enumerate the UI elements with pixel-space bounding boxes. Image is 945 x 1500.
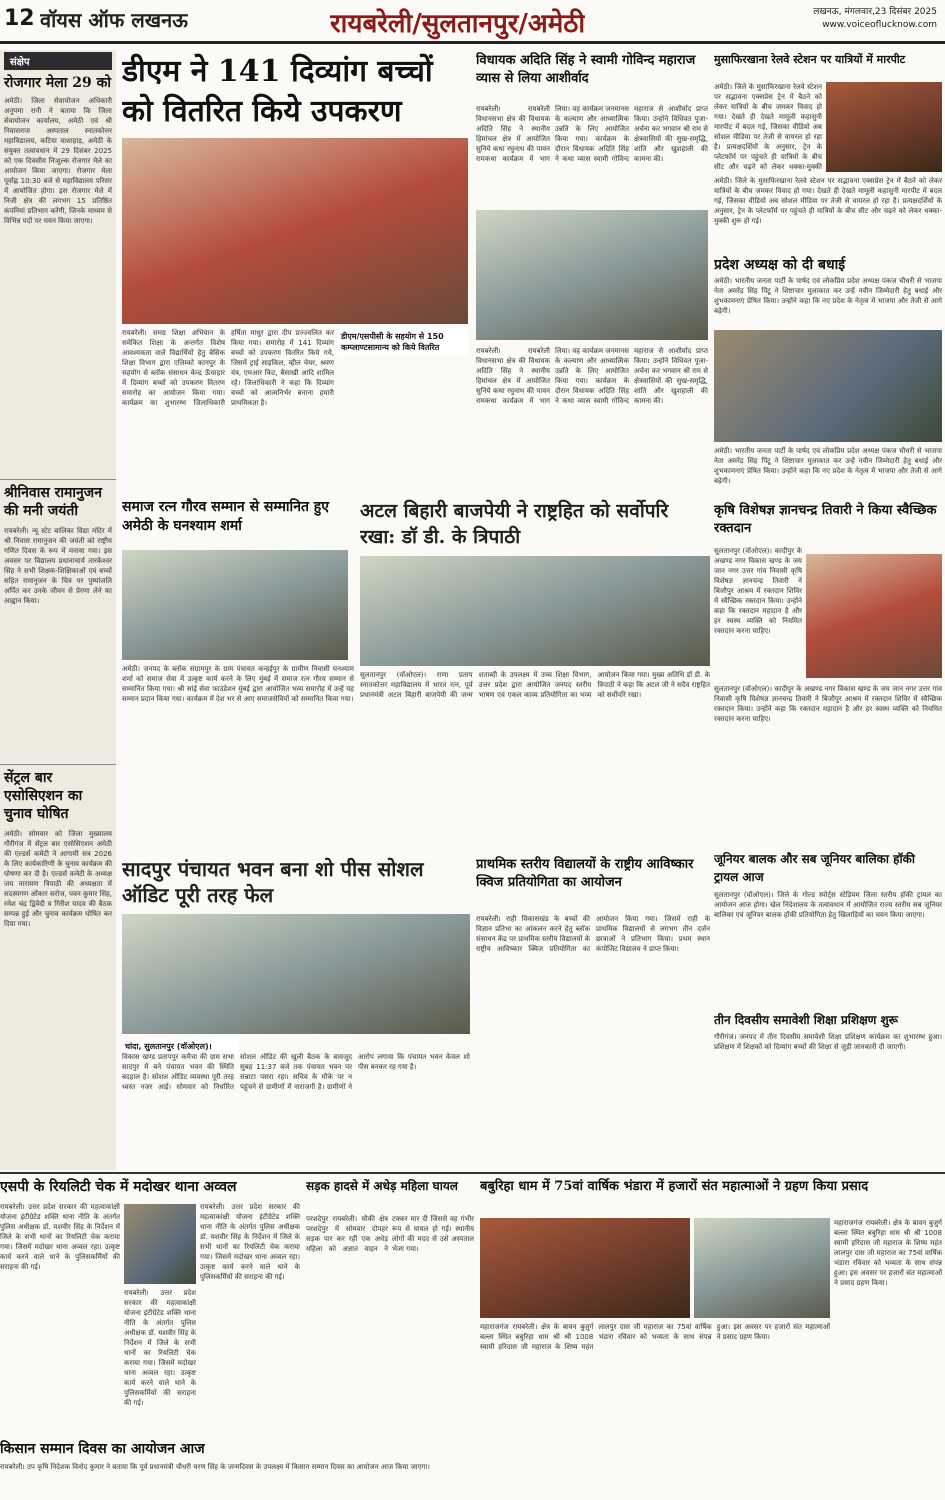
story-bjp [714, 256, 942, 500]
story-blood-text-left: सुलतानपुर (वॉओएल)। कादीपुर के अखण्ड नगर विकास खण्ड के जय जान नगर उत्तर गांव निवासी कृषि विशेषज्ञ ज्ञानचन्द्र तिवारी ने बिजौपुर आश्रम में रक्तदान शिविर में स्वैच्छिक रक्तदान किया। उन्होंने कहा कि रक्तदान महादान है और हर स्वस्थ व्यक्ति को नियमित रक्तदान करना चाहिए। [714, 547, 802, 635]
story-sp-text-left: रायबरेली। उत्तर प्रदेश सरकार की महत्वाकांक्षी योजना इंटीग्रेटेड शक्ति थाना नीति के अंतर्गत पुलिस अधीक्षक डॉ. यशवीर सिंह के निर्देशन में जिले के सभी थानों का रियलिटी चेक कराया गया। जिसमें मदोखर थाना अव्वल रहा। उत्कृष्ट कार्य करने वाले थाने के पुलिसकर्मियों की सराहना की गई। [0, 1203, 120, 1271]
story-bhandara-text-right: महाराजगंज रायबरेली। क्षेत्र के बावन बुजुर्ग बल्ला स्थित बबुरिहा धाम श्री श्री 1008 स्वामी हरिदास जी महाराज के शिष्य महंत लालपुर दास जी महाराज का 75वां वार्षिक भंडारा रविवार को भव्यता के साथ संपन्न हुआ। इस अवसर पर हजारों संत महात्माओं ने प्रसाद ग्रहण किया। [834, 1219, 942, 1287]
story-kisan-text: रायबरेली। उप कृषि निदेशक विनोद कुमार ने बताया कि पूर्व प्रधानमंत्री चौधरी चरण सिंह के जन्मदिवस के उपलक्ष्य में किसान सम्मान दिवस का आयोजन आज किया जाएगा। [0, 1463, 430, 1471]
story-atal-photo [360, 556, 710, 666]
story-bjp-headline[interactable]: प्रदेश अध्यक्ष को दी बधाई [714, 257, 846, 273]
sidebar-headline-2[interactable]: श्रीनिवास रामानुजन की मनी जयंती [0, 479, 116, 524]
story-aditi [476, 52, 708, 492]
story-atal-text: सुलतानपुर (वॉओएल)। राणा प्रताप स्नातकोत्तर महाविद्यालय में भारत रत्न, पूर्व प्रधानमंत्री अटल बिहारी बाजपेयी की जन्म शताब्दी के उपलक्ष्य में उच्च शिक्षा विभाग, उत्तर प्रदेश द्वारा आयोजित जनपद स्तरीय भाषण एवं एकल काव्य प्रतियोगिता का भव्य आयोजन किया गया। मुख्य अतिथि डॉ डी. के त्रिपाठी ने कहा कि अटल जी ने सदैव राष्ट्रहित को सर्वोपरि रखा। [360, 671, 710, 699]
story-railway-headline[interactable]: मुसाफिरखाना रेलवे स्टेशन पर यात्रियों में मारपीट [714, 53, 906, 66]
story-bjp-text-2: अमेठी। भारतीय जनता पार्टी के पार्षद एवं लोकप्रिय प्रदेश अध्यक्ष पंकज चौधरी से भाजपा नेता अमरेंद्र सिंह पिंटू ने शिष्टाचार मुलाकात कर उन्हें नवीन जिम्मेदारी हेतु बधाई और शुभकामनाएं प्रेषित किया। उन्होंने कहा कि नए प्रदेश के नेतृत्व में भाजपा और तेजी से आगे बढ़ेगी। [714, 447, 942, 485]
story-bhandara-text: महाराजगंज रायबरेली। क्षेत्र के बावन बुजुर्ग बल्ला स्थित बबुरिहा धाम श्री श्री 1008 स्वामी हरिदास जी महाराज के शिष्य महंत लालपुर दास जी महाराज का 75वां वार्षिक भंडारा रविवार को भव्यता के साथ संपन्न हुआ। इस अवसर पर हजारों संत महात्माओं ने प्रसाद ग्रहण किया। [480, 1323, 830, 1351]
story-aditi-headline[interactable]: विधायक अदिति सिंह ने स्वामी गोविन्द महाराज व्यास से लिया आशीर्वाद [476, 53, 696, 86]
lead-text: रायबरेली। समग्र शिक्षा अभियान के समेकित शिक्षा के अन्तर्गत विशेष आवश्यकता वाले विद्यार्थियों हेतु बेसिक शिक्षा विभाग द्वारा एलिम्को कानपुर के सहयोग से ब्लॉक संसाधन केन्द्र ऊँचाहार में दिव्यांग बच्चों को उपकरण वितरण समारोह का आयोजन किया गया। कार्यक्रम का शुभारम्भ जिलाधिकारी हर्षिता माथुर द्वारा दीप प्रज्ज्वलित कर किया गया। समारोह में 141 दिव्यांग बच्चों को उपकरण वितरित किये गये, जिसमें ट्राई साइकिल, व्हील चेयर, श्रवण यंत्र, एमआर किट, बैसाखी आदि शामिल रहे। जिलाधिकारी ने कहा कि दिव्यांग बच्चों को आत्मनिर्भर बनाना हमारी प्राथमिकता है। [122, 329, 334, 407]
story-bhandara [480, 1178, 942, 1492]
story-sp [0, 1178, 300, 1436]
story-railway-text: अमेठी। जिले के मुसाफिरखाना रेलवे स्टेशन पर सद्भावना एक्सप्रेस ट्रेन में बैठने को लेकर यात्रियों के बीच जमकर विवाद हो गया। देखते ही देखते मामूली कहासुनी मारपीट में बदल गई, जिसका वीडियो अब सोशल मीडिया पर तेजी से वायरल हो रहा है। प्रत्यक्षदर्शियों के अनुसार, ट्रेन के प्लेटफॉर्म पर पहुंचते ही यात्रियों के बीच सीट और चढ़ने को लेकर धक्का-मुक्की शुरू हो गई। [714, 177, 942, 225]
story-samaj-headline[interactable]: समाज रत्न गौरव सम्मान से सम्मानित हुए अमेठी के घनश्याम शर्मा [122, 499, 329, 534]
story-hockey [714, 850, 942, 1010]
sidebar-text-2: रायबरेली। न्यू स्टेट बालिका विद्या मंदिर में श्री निवास रामानुजन की जयंती को राष्ट्रीय गणित दिवस के रूप में मनाया गया। इस अवसर पर विद्यालय प्रधानाचार्य तारकेश्वर सिंह ने सभी शिक्षक-शिक्षिकाओं एवं बच्चों सहित रामानुजन के चित्र पर पुष्पांजलि अर्पित कर उनके जीवन से प्रेरणा लेने का आह्वान किया। [4, 527, 112, 605]
story-hockey-headline[interactable]: जूनियर बालक और सब जूनियर बालिका हॉकी ट्रायल आज [714, 852, 915, 884]
story-sp-photo [124, 1204, 196, 1284]
story-quiz-text: रायबरेली। राही विकासखंड के बच्चों की विज्ञान प्रतिभा का आंकलन करने हेतु ब्लॉक संसाधन केंद्र पर प्राथमिक स्तरीय विद्यालयों के राष्ट्रीय आविष्कार क्विज प्रतियोगिता का आयोजन किया गया। जिसमें राही के प्राथमिक विद्यालयों से लगभग तीन दर्जन छात्राओं ने प्रतिभाग किया। प्रथम स्थान कंपोजिट विद्यालय ने प्राप्त किया। [476, 915, 710, 953]
story-aditi-text: रायबरेली। रायबरेली विधानसभा क्षेत्र की विधायक अदिति सिंह ने स्थानीय हिमांचल क्षेत्र में आयोजित सुनिये कथा रघुनाथ की पावन रामकथा कार्यक्रम में भाग लिया। वह कार्यक्रम जनमानस के कल्याण और आध्यात्मिक उन्नति के लिए आयोजित किया गया। कार्यक्रम के दौरान विधायक अदिति सिंह ने कथा व्यास स्वामी गोविन्द महाराज से आशीर्वाद प्राप्त किया। उन्होंने विधिवत पूजा-अर्चना कर भगवान श्री राम से क्षेत्रवासियों की सुख-समृद्धि, शांति और खुशहाली की कामना की। [476, 347, 708, 405]
date-block [813, 6, 937, 32]
story-sadpur-photo [122, 914, 470, 1034]
story-accident-headline[interactable]: सड़क हादसे में अधेड़ महिला घायल [306, 1179, 458, 1193]
story-bhandara-photo-1 [480, 1218, 690, 1318]
paper-name: वॉयस ऑफ लखनऊ [40, 8, 188, 32]
sidebar-headline-1[interactable]: रोजगार मेला 29 को [4, 75, 111, 91]
story-training-headline[interactable]: तीन दिवसीय समावेशी शिक्षा प्रशिक्षण शुरू [714, 1013, 899, 1027]
story-aditi-text-top: रायबरेली। रायबरेली विधानसभा क्षेत्र की विधायक अदिति सिंह ने स्थानीय हिमांचल क्षेत्र में आयोजित सुनिये कथा रघुनाथ की पावन रामकथा कार्यक्रम में भाग लिया। वह कार्यक्रम जनमानस के कल्याण और आध्यात्मिक उन्नति के लिए आयोजित किया गया। कार्यक्रम के दौरान विधायक अदिति सिंह ने कथा व्यास स्वामी गोविन्द महाराज से आशीर्वाद प्राप्त किया। उन्होंने विधिवत पूजा-अर्चना कर भगवान श्री राम से क्षेत्रवासियों की सुख-समृद्धि, शांति और खुशहाली की कामना की। [476, 105, 708, 163]
story-sadpur-caption: चांदा, सुलतानपुर (वॉओएल)। [122, 1038, 238, 1055]
section-divider [0, 1172, 945, 1174]
story-blood-headline[interactable]: कृषि विशेषज्ञ ज्ञानचन्द्र तिवारी ने किया स्वैच्छिक रक्तदान [714, 503, 937, 536]
story-accident-text: परशदेपुर रायबरेली। चौकी क्षेत्र परशदेपुर में सोमवार दोपहर सड़क पार कर रही एक अधेड़ महिला को अज्ञात वाहन ने टक्कर मार दी जिससे वह गंभीर रूप से घायल हो गई। स्थानीय लोगों की मदद से उसे अस्पताल भेजा गया। [306, 1215, 474, 1253]
website-link[interactable]: www.voiceoflucknow.com [822, 20, 937, 30]
story-railway-photo [826, 82, 942, 172]
story-hockey-text: सुलतानपुर (वॉओएल)। जिले के गोल्ड स्पोर्ट्स स्टेडियम जिला स्तरीय हॉकी ट्रायल का आयोजन आज होगा। खेल निदेशालय के तत्वावधान में आयोजित राज्य स्तरीय सब जूनियर बालिका एवं जूनियर बालक हॉकी प्रतियोगिता हेतु खिलाड़ियों का चयन किया जाएगा। [714, 891, 942, 919]
story-blood-text: सुलतानपुर (वॉओएल)। कादीपुर के अखण्ड नगर विकास खण्ड के जय जान नगर उत्तर गांव निवासी कृषि विशेषज्ञ ज्ञानचन्द्र तिवारी ने बिजौपुर आश्रम में रक्तदान शिविर में स्वैच्छिक रक्तदान किया। उन्होंने कहा कि रक्तदान महादान है और हर स्वस्थ व्यक्ति को नियमित रक्तदान करना चाहिए। [714, 685, 942, 723]
region-title: रायबरेली/सुलतानपुर/अमेठी [330, 9, 586, 39]
story-railway [714, 52, 942, 252]
story-blood-photo [806, 554, 942, 678]
story-sp-text-mid: रायबरेली। उत्तर प्रदेश सरकार की महत्वाकांक्षी योजना इंटीग्रेटेड शक्ति थाना नीति के अंतर्गत पुलिस अधीक्षक डॉ. यशवीर सिंह के निर्देशन में जिले के सभी थानों का रियलिटी चेक कराया गया। जिसमें मदोखर थाना अव्वल रहा। उत्कृष्ट कार्य करने वाले थाने के पुलिसकर्मियों की सराहना की गई। [124, 1289, 196, 1407]
lead-photo [122, 138, 468, 324]
story-aditi-photo [476, 210, 708, 340]
story-sadpur-text: विकास खण्ड प्रतापपुर कमैचा की ग्राम सभा सादपुर में बने पंचायत भवन की स्थिति बदहाल है। सोशल ऑडिट व्यवस्था पूरी तरह ध्वस्त नजर आई। सोमवार को निर्धारित सोशल ऑडिट की खुली बैठक के बावजूद सुबह 11:37 बजे तक पंचायत भवन पर सन्नाटा पसरा रहा। सचिव के मौके पर न पहुंचने से ग्रामीणों में नाराजगी है। ग्रामीणों ने आरोप लगाया कि पंचायत भवन केवल शो पीस बनकर रह गया है। [122, 1053, 470, 1091]
lead-story [122, 52, 468, 492]
story-blood [714, 502, 942, 846]
story-kisan-headline[interactable]: किसान सम्मान दिवस का आयोजन आज [0, 1441, 205, 1457]
story-bhandara-photo-2 [694, 1218, 830, 1318]
story-sp-text: रायबरेली। उत्तर प्रदेश सरकार की महत्वाकांक्षी योजना इंटीग्रेटेड शक्ति थाना नीति के अंतर्गत पुलिस अधीक्षक डॉ. यशवीर सिंह के निर्देशन में जिले के सभी थानों का रियलिटी चेक कराया गया। जिसमें मदोखर थाना अव्वल रहा। उत्कृष्ट कार्य करने वाले थाने के पुलिसकर्मियों की सराहना की गई। [200, 1203, 300, 1281]
story-railway-text-left: अमेठी। जिले के मुसाफिरखाना रेलवे स्टेशन पर सद्भावना एक्सप्रेस ट्रेन में बैठने को लेकर यात्रियों के बीच जमकर विवाद हो गया। देखते ही देखते मामूली कहासुनी मारपीट में बदल गई, जिसका वीडियो अब सोशल मीडिया पर तेजी से वायरल हो रहा है। प्रत्यक्षदर्शियों के अनुसार, ट्रेन के प्लेटफॉर्म पर पहुंचते ही यात्रियों के बीच सीट और चढ़ने को लेकर धक्का-मुक्की [714, 83, 822, 171]
story-bjp-photo [714, 330, 942, 442]
lead-headline[interactable]: डीएम ने 141 दिव्यांग बच्चों को वितरित किये उपकरण [122, 54, 433, 129]
story-sadpur-headline[interactable]: सादपुर पंचायत भवन बना शो पीस सोशल ऑडिट पूरी तरह फेल [122, 857, 424, 907]
story-kisan [0, 1440, 476, 1498]
masthead [0, 0, 945, 44]
story-samaj-photo [122, 550, 348, 660]
story-atal-headline[interactable]: अटल बिहारी बाजपेयी ने राष्ट्रहित को सर्वोपरि रखा: डॉ डी. के त्रिपाठी [360, 500, 669, 548]
story-accident [306, 1178, 474, 1436]
story-training-text: गौरीगंज। जनपद में तीन दिवसीय समावेशी शिक्षा प्रशिक्षण कार्यक्रम का शुभारम्भ हुआ। प्रशिक्षण में शिक्षकों को दिव्यांग बच्चों की शिक्षा से जुड़ी जानकारी दी जाएगी। [714, 1033, 942, 1051]
story-training [714, 1012, 942, 1168]
sidebar-label: संक्षेप [4, 52, 112, 70]
sidebar-headline-3[interactable]: सेंट्रल बार एसोसिएशन का चुनाव घोषित [0, 764, 116, 827]
story-quiz [476, 856, 710, 1168]
story-atal [360, 498, 710, 852]
story-samaj-text: अमेठी। जनपद के ब्लॉक संग्रामपुर के ग्राम पंचायत कन्हईपुर के ग्रामीण निवासी घनश्याम शर्मा को समाज सेवा में उत्कृष्ट कार्य करने के लिए मुंबई में समाज रत्न गौरव सम्मान से सम्मानित किया गया। श्री सांई सेवा फाउंडेशन मुंबई द्वारा आयोजित भव्य समारोह में उन्हें यह सम्मान प्रदान किया गया। कार्यक्रम में देश भर से आए समाजसेवियों को सम्मानित किया गया। [122, 665, 354, 703]
sidebar [0, 50, 116, 1170]
date: लखनऊ, मंगलवार,23 दिसंबर 2025 [813, 7, 937, 17]
sidebar-text-3: अमेठी। सोमवार को जिला मुख्यालय गौरीगंज में सेंट्रल बार एसोसिएशन अमेठी की एल्डर्स कमेटी ने आगामी सत्र 2026 के लिए कार्यकारिणी के चुनाव कार्यक्रम की घोषणा कर दी है। एल्डर्स कमेटी के अध्यक्ष जय नारायण त्रिपाठी की अध्यक्षता में सदस्यगण ओंकार सरोज, पवन कुमार सिंह, रमेश चंद्र द्विवेदी व गिरीश यादव की बैठक सम्पन्न हुई और चुनाव कार्यक्रम घोषित कर दिया गया। [4, 830, 112, 928]
story-quiz-headline[interactable]: प्राथमिक स्तरीय विद्यालयों के राष्ट्रीय आविष्कार क्विज प्रतियोगिता का आयोजन [476, 857, 694, 890]
story-sadpur [122, 856, 470, 1168]
lead-caption: डीएम/एसपीसी के सहयोग से 150 कम्प्लाण्टसामान्य को किये वितरित [338, 328, 468, 356]
story-bjp-text: अमेठी। भारतीय जनता पार्टी के पार्षद एवं लोकप्रिय प्रदेश अध्यक्ष पंकज चौधरी से भाजपा नेता अमरेंद्र सिंह पिंटू ने शिष्टाचार मुलाकात कर उन्हें नवीन जिम्मेदारी हेतु बधाई और शुभकामनाएं प्रेषित किया। उन्होंने कहा कि नए प्रदेश के नेतृत्व में भाजपा और तेजी से आगे बढ़ेगी। [714, 277, 942, 315]
page-number: 12 [4, 6, 35, 31]
story-bhandara-headline[interactable]: बबुरिहा धाम में 75वां वार्षिक भंडारा में हजारों संत महात्माओं ने ग्रहण किया प्रसाद [480, 1179, 869, 1194]
story-samaj [122, 498, 354, 852]
sidebar-text-1: अमेठी। जिला सेवायोजन अधिकारी अनुपमा रानी ने बताया कि जिला सेवायोजन कार्यालय, अमेठी एवं श्री निवासराज अस्पताल स्नातकोत्तर महाविद्यालय, कटिया वाशाहाड़, अमेठी के संयुक्त तत्वावधान में 29 दिसंबर 2025 को एक दिवसीय निःशुल्क रोजगार मेले का आयोजन किया जाएगा। रोजगार मेला पूर्वाह्न 10:30 बजे से महाविद्यालय परिसर में आयोजित होगा। इस रोजगार मेले में निजी क्षेत्र की लगभग 15 प्रतिष्ठित कंपनियां प्रतिभाग करेंगी, जिनके माध्यम से विभिन्न पदों पर चयन किया जाएगा। [4, 97, 112, 225]
story-sp-headline[interactable]: एसपी के रियलिटी चेक में मदोखर थाना अव्वल [0, 1179, 237, 1195]
